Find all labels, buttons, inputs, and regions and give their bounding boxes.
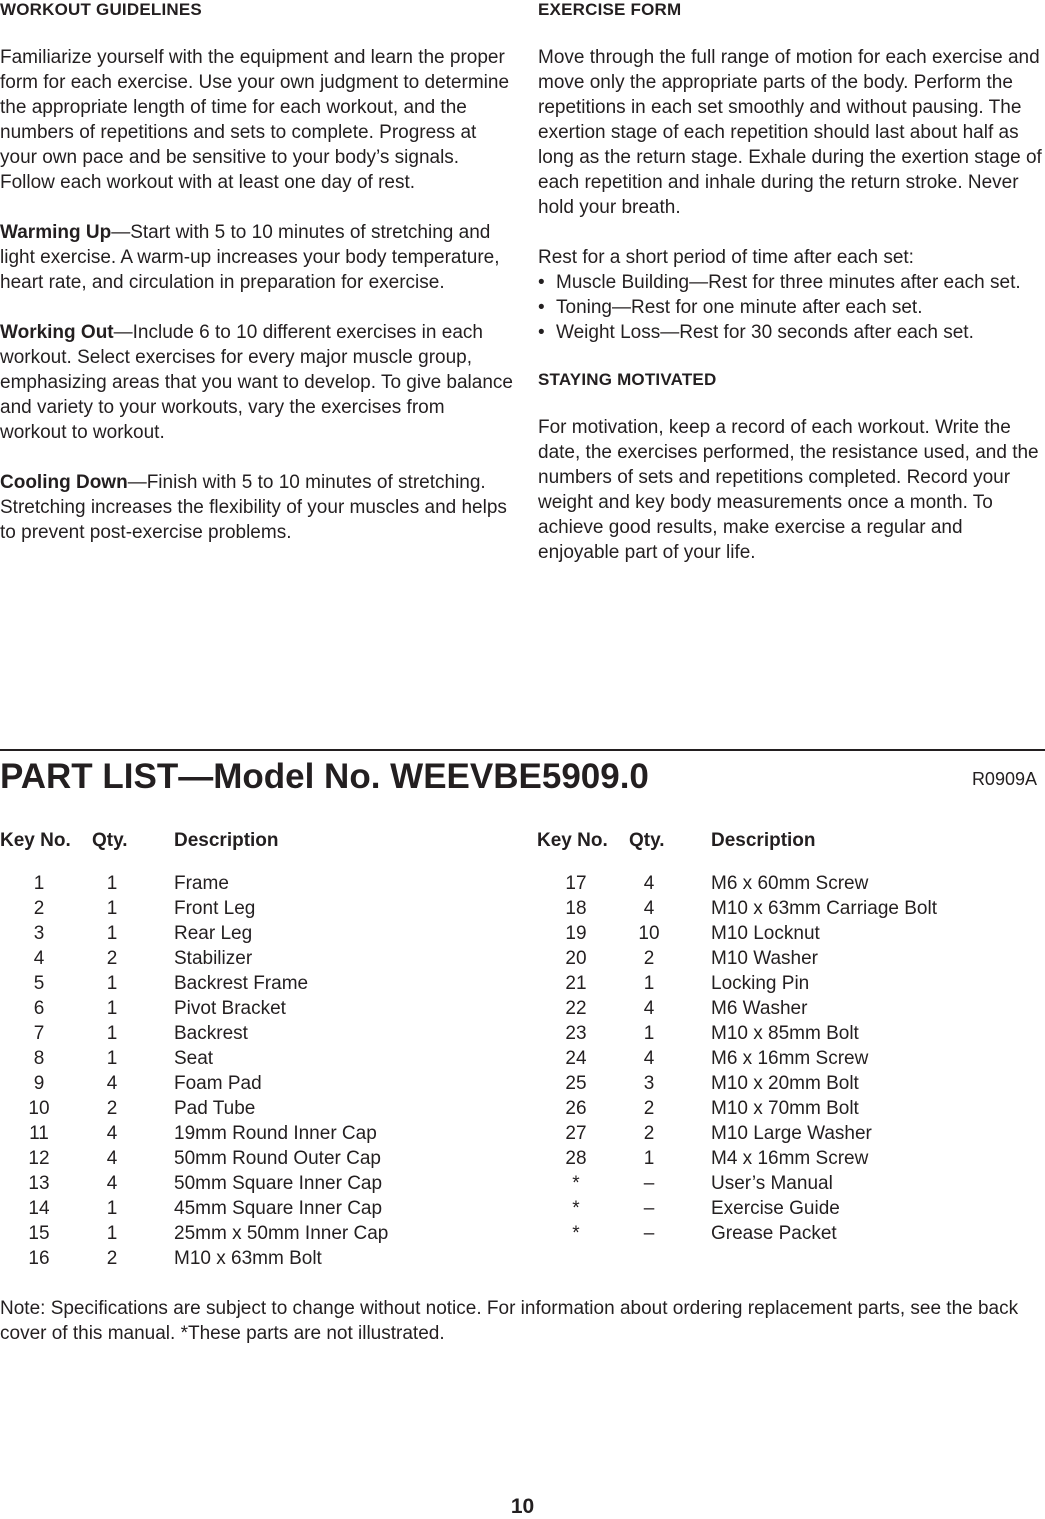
- header-description: Description: [711, 830, 816, 851]
- part-qty: 1: [106, 923, 118, 944]
- header-qty: Qty.: [629, 830, 665, 851]
- working-out-text: —Include 6 to 10 different exercises in each workout. Select exercises for every major muscle group, emphasizing areas that you want to develop. To give balance and variety to your workouts, vary the exercises from workout to workout.: [0, 322, 513, 443]
- part-key: 5: [33, 973, 45, 994]
- table-row: [537, 946, 1045, 971]
- part-qty: 1: [106, 973, 118, 994]
- part-description: M4 x 16mm Screw: [711, 1148, 869, 1169]
- warming-up-term: Warming Up: [0, 222, 112, 243]
- part-key: 9: [33, 1073, 45, 1094]
- part-key: 17: [565, 873, 587, 894]
- part-description: 50mm Square Inner Cap: [174, 1173, 383, 1194]
- part-qty: –: [643, 1223, 655, 1244]
- cooling-down-term: Cooling Down: [0, 472, 128, 493]
- part-key: 16: [28, 1248, 50, 1269]
- part-description: Pad Tube: [174, 1098, 256, 1119]
- part-qty: –: [643, 1173, 655, 1194]
- header-description: Description: [174, 830, 279, 851]
- table-row: [0, 1021, 520, 1046]
- part-key: 8: [33, 1048, 45, 1069]
- part-key: 28: [565, 1148, 587, 1169]
- exercise-form-heading: EXERCISE FORM: [538, 0, 682, 19]
- part-description: Frame: [174, 873, 229, 894]
- table-row: [0, 871, 520, 896]
- table-row: [0, 1046, 520, 1071]
- part-qty: 1: [106, 1223, 118, 1244]
- rest-intro: Rest for a short period of time after each set:: [538, 247, 914, 268]
- table-row: [537, 971, 1045, 996]
- part-key: 13: [28, 1173, 50, 1194]
- part-description: M10 Locknut: [711, 923, 820, 944]
- part-qty: 1: [643, 1148, 655, 1169]
- warming-up-paragraph: [0, 220, 515, 295]
- part-description: Backrest Frame: [174, 973, 309, 994]
- part-key: 27: [565, 1123, 587, 1144]
- table-row: [537, 1121, 1045, 1146]
- table-row: [537, 1021, 1045, 1046]
- header-qty: Qty.: [92, 830, 128, 851]
- part-description: Exercise Guide: [711, 1198, 840, 1219]
- table-row: [537, 996, 1045, 1021]
- table-row: [0, 946, 520, 971]
- list-item: [538, 320, 1045, 345]
- part-qty: 4: [643, 873, 655, 894]
- list-item: [538, 295, 1045, 320]
- table-row: [0, 1121, 520, 1146]
- part-key: 25: [565, 1073, 587, 1094]
- part-key: 23: [565, 1023, 587, 1044]
- workout-guidelines-section: [0, 0, 515, 545]
- rest-list: [538, 270, 1045, 345]
- bullet-icon: •: [538, 322, 545, 343]
- part-qty: 2: [643, 1098, 655, 1119]
- table-row: [0, 1096, 520, 1121]
- workout-guidelines-heading: WORKOUT GUIDELINES: [0, 0, 202, 19]
- page-number: 10: [510, 1495, 535, 1518]
- table-row: [537, 871, 1045, 896]
- part-qty: 3: [643, 1073, 655, 1094]
- table-row: [537, 1221, 1045, 1246]
- part-qty: 4: [106, 1073, 118, 1094]
- list-item: [538, 270, 1045, 295]
- part-key: 24: [565, 1048, 587, 1069]
- table-row: [537, 921, 1045, 946]
- part-key: 3: [33, 923, 45, 944]
- part-key: 21: [565, 973, 587, 994]
- part-table-left: [0, 828, 520, 1271]
- rest-item-text: Toning—Rest for one minute after each set.: [556, 297, 923, 318]
- exercise-form-body: Move through the full range of motion for each exercise and move only the appropriate parts of the body. Perform the repetitions in each set smoothly and without pausing. The exertion stage of each repetition should last about half as long as the return stage. Exhale during the exertion stage of each repetition and inhale during the return stroke. Never hold your breath.: [538, 47, 1042, 218]
- revision-code: R0909A: [971, 769, 1037, 789]
- part-description: Backrest: [174, 1023, 248, 1044]
- part-qty: 4: [106, 1123, 118, 1144]
- part-key: 15: [28, 1223, 50, 1244]
- part-qty: 2: [643, 948, 655, 969]
- workout-guidelines-intro: Familiarize yourself with the equipment and learn the proper form for each exercise. Use your own judgment to determine the appropriate length of time for each workout, and the numbers of repetitions and sets to complete. Progress at your own pace and be sensitive to your body’s signals. Follow each workout with at least one day of rest.: [0, 47, 510, 193]
- part-key: 11: [29, 1123, 49, 1144]
- table-row: [0, 1071, 520, 1096]
- part-qty: 1: [106, 998, 118, 1019]
- part-key: *: [572, 1198, 580, 1219]
- part-key: 1: [33, 873, 45, 894]
- staying-motivated-heading: STAYING MOTIVATED: [538, 370, 717, 389]
- part-qty: 1: [106, 1198, 118, 1219]
- table-row: [537, 1171, 1045, 1196]
- part-key: 18: [565, 898, 587, 919]
- part-description: Front Leg: [174, 898, 256, 919]
- part-key: 26: [565, 1098, 587, 1119]
- part-qty: 1: [106, 1048, 118, 1069]
- part-description: 50mm Round Outer Cap: [174, 1148, 381, 1169]
- table-row: [0, 1246, 520, 1271]
- part-qty: 1: [106, 1023, 118, 1044]
- warming-up-text: —Start with 5 to 10 minutes of stretching and light exercise. A warm-up increases your body temperature, heart rate, and circulation in preparation for exercise.: [0, 222, 500, 293]
- table-row: [0, 1171, 520, 1196]
- rest-item-text: Weight Loss—Rest for 30 seconds after each set.: [556, 322, 974, 343]
- part-qty: 4: [106, 1173, 118, 1194]
- table-row: [0, 1221, 520, 1246]
- part-description: M10 Large Washer: [711, 1123, 872, 1144]
- cooling-down-paragraph: [0, 470, 515, 545]
- part-key: 19: [565, 923, 587, 944]
- part-key: 14: [28, 1198, 50, 1219]
- table-row: [537, 1146, 1045, 1171]
- part-qty: 4: [643, 898, 655, 919]
- table-row: [0, 921, 520, 946]
- section-divider: [0, 749, 1045, 751]
- part-key: 22: [565, 998, 587, 1019]
- part-description: M10 Washer: [711, 948, 818, 969]
- part-description: 19mm Round Inner Cap: [174, 1123, 377, 1144]
- part-key: 10: [28, 1098, 50, 1119]
- table-row: [537, 1196, 1045, 1221]
- part-description: Pivot Bracket: [174, 998, 286, 1019]
- working-out-term: Working Out: [0, 322, 114, 343]
- part-qty: –: [643, 1198, 655, 1219]
- part-key: 2: [33, 898, 45, 919]
- part-description: M6 x 16mm Screw: [711, 1048, 869, 1069]
- part-qty: 10: [638, 923, 660, 944]
- part-description: Foam Pad: [174, 1073, 262, 1094]
- part-qty: 2: [106, 1248, 118, 1269]
- rest-item-text: Muscle Building—Rest for three minutes after each set.: [556, 272, 1021, 293]
- part-description: Locking Pin: [711, 973, 810, 994]
- table-row: [0, 996, 520, 1021]
- table-row: [0, 971, 520, 996]
- part-description: Stabilizer: [174, 948, 253, 969]
- part-qty: 4: [643, 998, 655, 1019]
- part-qty: 2: [106, 948, 118, 969]
- part-description: M10 x 85mm Bolt: [711, 1023, 859, 1044]
- part-qty: 1: [106, 898, 118, 919]
- bullet-icon: •: [538, 272, 545, 293]
- part-qty: 4: [643, 1048, 655, 1069]
- part-qty: 2: [643, 1123, 655, 1144]
- bullet-icon: •: [538, 297, 545, 318]
- part-key: *: [572, 1173, 580, 1194]
- part-description: M10 x 63mm Bolt: [174, 1248, 322, 1269]
- part-description: User’s Manual: [711, 1173, 833, 1194]
- table-row: [537, 896, 1045, 921]
- part-qty: 1: [643, 1023, 655, 1044]
- table-row: [537, 1046, 1045, 1071]
- part-list-title: PART LIST—Model No. WEEVBE5909.0: [0, 757, 649, 796]
- working-out-paragraph: [0, 320, 515, 445]
- part-description: Grease Packet: [711, 1223, 837, 1244]
- part-key: 6: [33, 998, 45, 1019]
- header-key: Key No.: [0, 830, 71, 851]
- part-key: 12: [28, 1148, 50, 1169]
- part-description: M6 x 60mm Screw: [711, 873, 869, 894]
- staying-motivated-body: For motivation, keep a record of each workout. Write the date, the exercises performed, the resistance used, and the numbers of sets and repetitions completed. Record your weight and key body measurements once a month. To achieve good results, make exercise a regular and enjoyable part of your life.: [538, 417, 1039, 563]
- part-description: M6 Washer: [711, 998, 808, 1019]
- table-header: [0, 828, 520, 857]
- table-row: [0, 896, 520, 921]
- table-row: [537, 1071, 1045, 1096]
- part-list-note: Note: Specifications are subject to change without notice. For information about ordering replacement parts, see the back cover of this manual. *These parts are not illustrated.: [0, 1298, 1019, 1344]
- header-key: Key No.: [537, 830, 608, 851]
- part-key: 7: [33, 1023, 45, 1044]
- part-description: Seat: [174, 1048, 214, 1069]
- part-key: *: [572, 1223, 580, 1244]
- table-row: [537, 1096, 1045, 1121]
- part-key: 20: [565, 948, 587, 969]
- table-row: [0, 1146, 520, 1171]
- part-description: 25mm x 50mm Inner Cap: [174, 1223, 389, 1244]
- part-description: M10 x 63mm Carriage Bolt: [711, 898, 937, 919]
- part-key: 4: [33, 948, 45, 969]
- table-row: [0, 1196, 520, 1221]
- part-description: Rear Leg: [174, 923, 253, 944]
- part-description: M10 x 20mm Bolt: [711, 1073, 859, 1094]
- part-qty: 1: [106, 873, 118, 894]
- part-description: M10 x 70mm Bolt: [711, 1098, 859, 1119]
- part-description: 45mm Square Inner Cap: [174, 1198, 383, 1219]
- exercise-form-section: [538, 0, 1045, 565]
- part-qty: 2: [106, 1098, 118, 1119]
- part-table-right: [537, 828, 1045, 1246]
- part-qty: 1: [643, 973, 655, 994]
- part-qty: 4: [106, 1148, 118, 1169]
- cooling-down-text: —Finish with 5 to 10 minutes of stretching. Stretching increases the flexibility of your muscles and helps to prevent post-exercise problems.: [0, 472, 507, 543]
- table-header: [537, 828, 1045, 857]
